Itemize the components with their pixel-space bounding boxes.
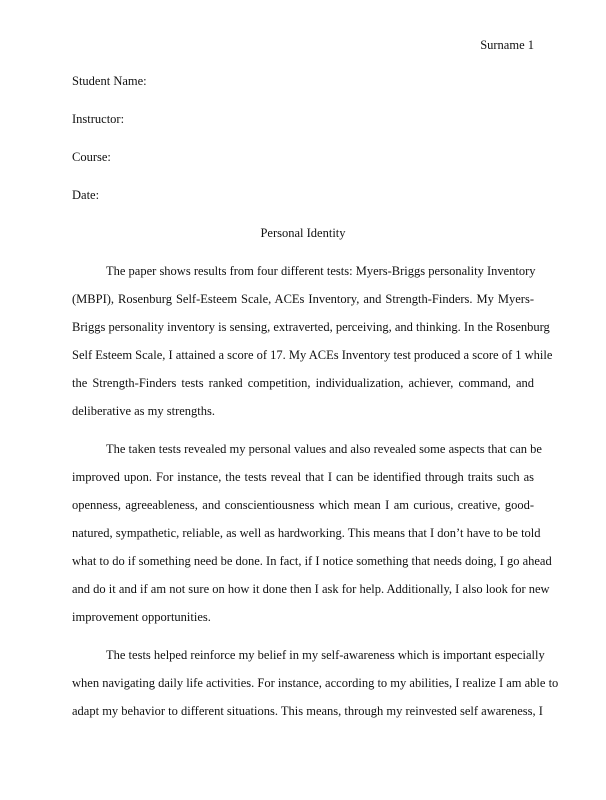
paragraph-line: openness, agreeableness, and conscientiousness which mean I am curious, creative, good-: [72, 498, 534, 512]
paragraph-line: The paper shows results from four different tests: Myers-Briggs personality Inventory: [106, 264, 536, 278]
student-name-line: Student Name:: [72, 74, 147, 88]
paragraph-line: Self Esteem Scale, I attained a score of 17. My ACEs Inventory test produced a score of 1 while: [72, 348, 553, 362]
paragraph-line: The tests helped reinforce my belief in my self-awareness which is important especially: [106, 648, 545, 662]
paragraph-line: improvement opportunities.: [72, 610, 211, 624]
paragraph-line: adapt my behavior to different situations. This means, through my reinvested self awareness, I: [72, 704, 543, 718]
paragraph-line: The taken tests revealed my personal values and also revealed some aspects that can be: [106, 442, 542, 456]
paragraph-line: natured, sympathetic, reliable, as well as hardworking. This means that I don’t have to be told: [72, 526, 541, 540]
course-line: Course:: [72, 150, 111, 164]
date-line: Date:: [72, 188, 100, 202]
paragraph-line: improved upon. For instance, the tests reveal that I can be identified through traits such as: [72, 470, 534, 484]
instructor-line: Instructor:: [72, 112, 125, 126]
paragraph-line: what to do if something need be done. In fact, if I notice something that needs doing, I go ahead: [72, 554, 552, 568]
running-head: Surname 1: [480, 38, 534, 52]
paragraph-line: the Strength-Finders tests ranked competition, individualization, achiever, command, and: [72, 376, 534, 390]
paragraph-line: and do it and if am not sure on how it done then I ask for help. Additionally, I also look for new: [72, 582, 550, 596]
paper-title: Personal Identity: [260, 226, 346, 240]
paragraph-line: (MBPI), Rosenburg Self-Esteem Scale, ACEs Inventory, and Strength-Finders. My Myers-: [72, 292, 534, 306]
paragraph-line: deliberative as my strengths.: [72, 404, 216, 418]
paragraph-line: Briggs personality inventory is sensing, extraverted, perceiving, and thinking. In the Rosenburg: [72, 320, 550, 334]
paragraph-line: when navigating daily life activities. For instance, according to my abilities, I realize I am able to: [72, 676, 559, 690]
